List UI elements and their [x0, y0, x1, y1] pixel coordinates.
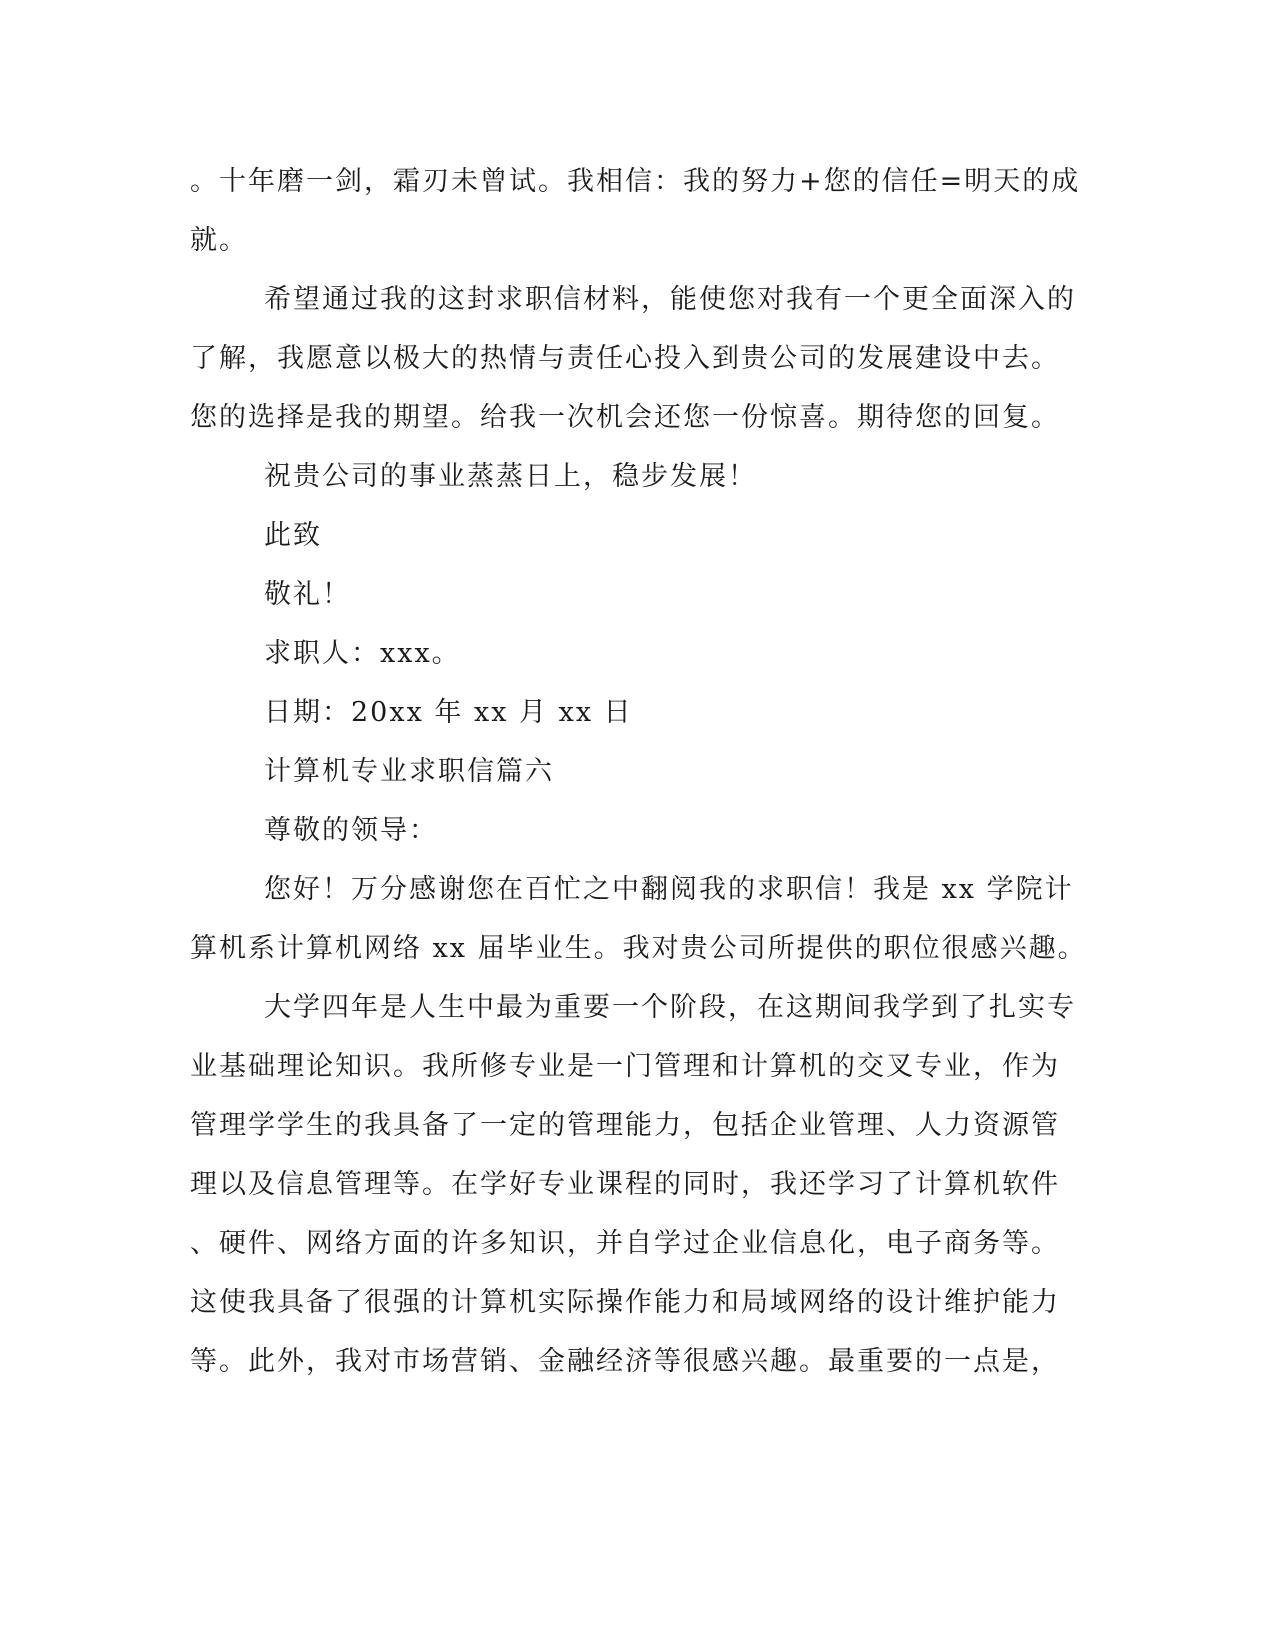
- section-title: 计算机专业求职信篇六: [264, 756, 554, 787]
- text-line: 就。: [190, 225, 248, 256]
- greeting: 尊敬的领导：: [264, 815, 438, 846]
- text-line: 管理学学生的我具备了一定的管理能力，包括企业管理、人力资源管: [190, 1110, 1060, 1141]
- text-line: 。十年磨一剑，霜刃未曾试。我相信：我的努力+您的信任=明天的成: [190, 166, 1081, 197]
- text-line: 这使我具备了很强的计算机实际操作能力和局域网络的设计维护能力: [190, 1287, 1060, 1318]
- salutation-ci-zhi: 此致: [264, 520, 322, 551]
- text-line: 、硬件、网络方面的许多知识，并自学过企业信息化，电子商务等。: [190, 1228, 1060, 1259]
- paragraph-start-line: 大学四年是人生中最为重要一个阶段，在这期间我学到了扎实专: [264, 992, 1076, 1023]
- text-line: 了解，我愿意以极大的热情与责任心投入到贵公司的发展建设中去。: [190, 343, 1060, 374]
- salutation-jing-li: 敬礼！: [264, 579, 351, 610]
- text-line: 您的选择是我的期望。给我一次机会还您一份惊喜。期待您的回复。: [190, 402, 1060, 433]
- text-line: 理以及信息管理等。在学好专业课程的同时，我还学习了计算机软件: [190, 1169, 1060, 1200]
- paragraph-start-line: 您好！万分感谢您在百忙之中翻阅我的求职信！我是 xx 学院计: [264, 874, 1074, 905]
- applicant-signature: 求职人：xxx。: [264, 638, 461, 669]
- text-line: 业基础理论知识。我所修专业是一门管理和计算机的交叉专业，作为: [190, 1051, 1060, 1082]
- paragraph-start-line: 希望通过我的这封求职信材料，能使您对我有一个更全面深入的: [264, 284, 1076, 315]
- date-line: 日期：20xx 年 xx 月 xx 日: [264, 697, 633, 728]
- text-line: 等。此外，我对市场营销、金融经济等很感兴趣。最重要的一点是，: [190, 1346, 1060, 1377]
- text-line: 算机系计算机网络 xx 届毕业生。我对贵公司所提供的职位很感兴趣。: [190, 933, 1087, 964]
- closing-wish: 祝贵公司的事业蒸蒸日上，稳步发展！: [264, 461, 757, 492]
